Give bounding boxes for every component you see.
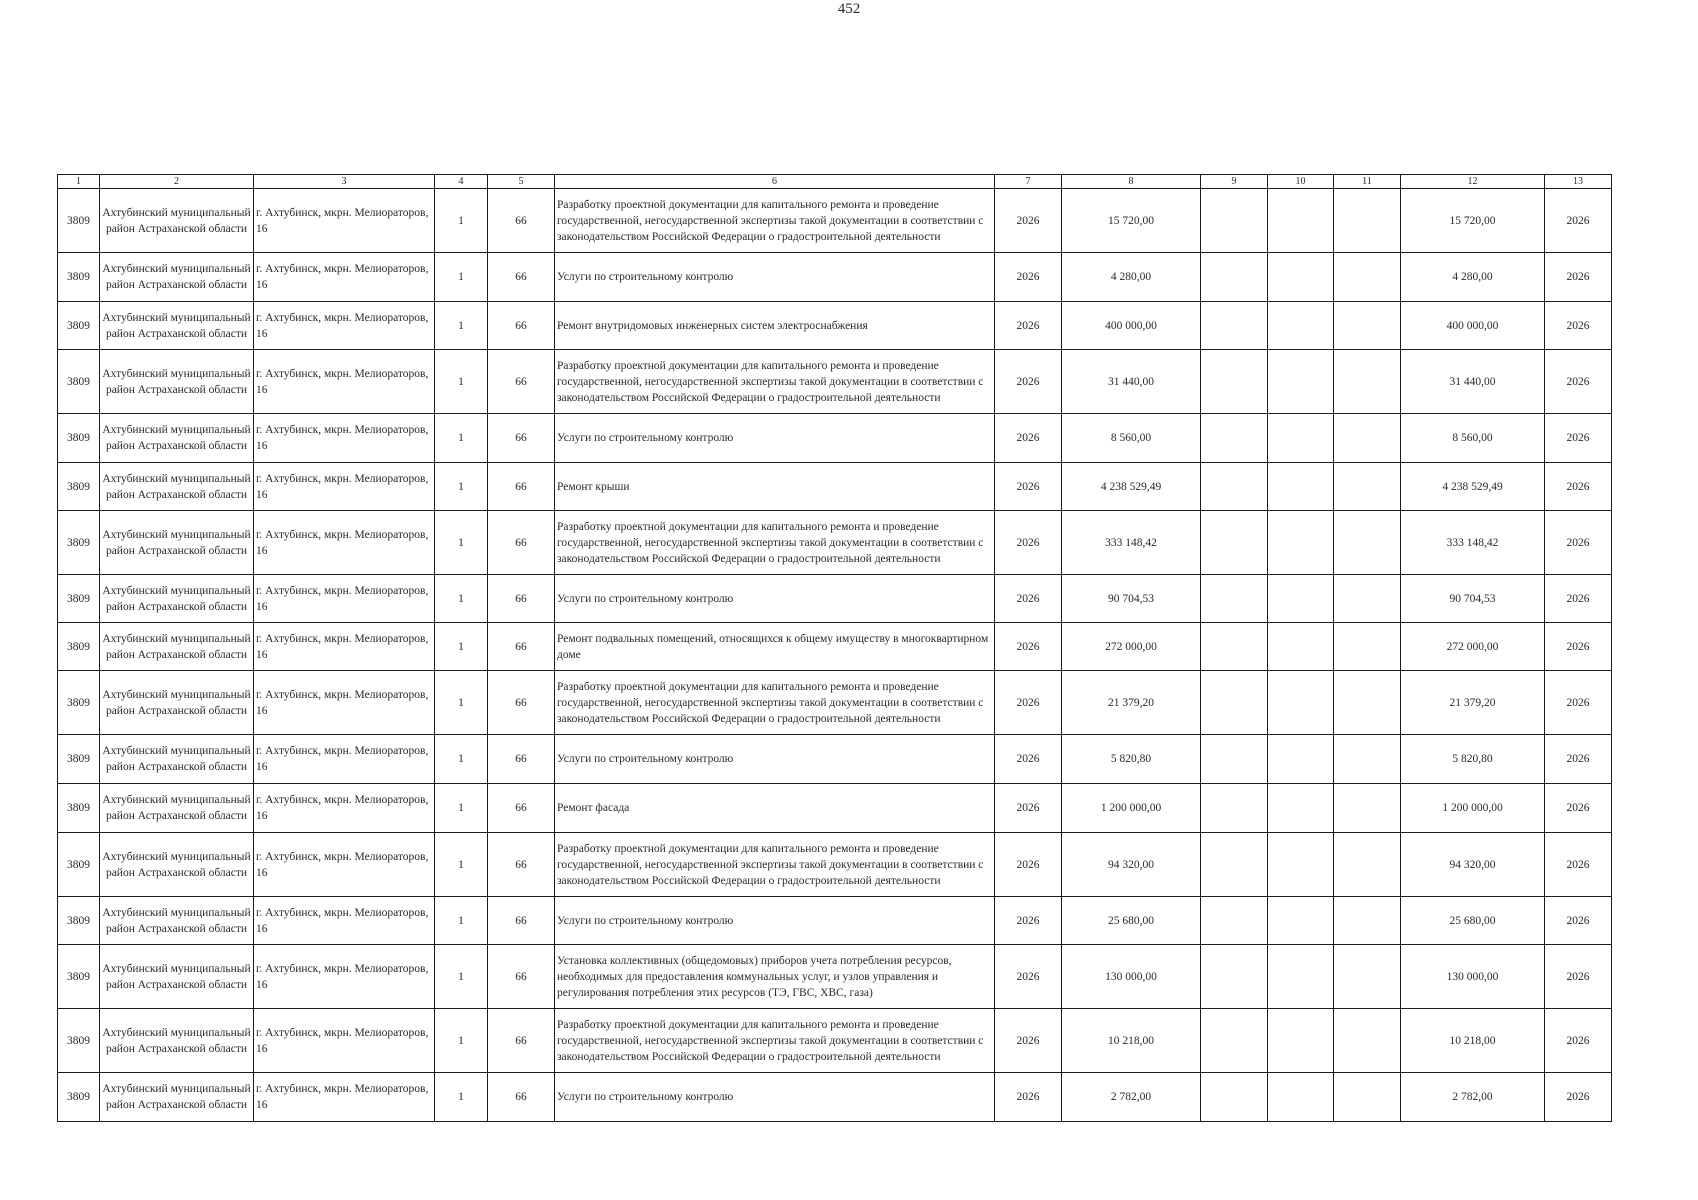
end-year-cell: 2026 [1545,302,1612,350]
work-description: Ремонт внутридомовых инженерных систем электроснабжения [555,302,995,350]
year-cell: 2026 [995,735,1062,784]
col5-cell: 66 [488,897,555,945]
address-cell: г. Ахтубинск, мкрн. Мелиораторов, 16 [254,350,435,414]
work-description: Услуги по строительному контролю [555,414,995,463]
col9-cell [1201,253,1268,302]
work-description: Разработку проектной документации для капитального ремонта и проведение государственной, негосударственной экспертизы такой документации в соответствии с законодательством Российской Федерации о градостроительной деятельности [555,671,995,735]
cost-cell: 15 720,00 [1062,189,1201,253]
col4-cell: 1 [435,784,488,833]
end-year-cell: 2026 [1545,1009,1612,1073]
col5-cell: 66 [488,414,555,463]
col10-cell [1268,1009,1334,1073]
end-year-cell: 2026 [1545,833,1612,897]
col11-cell [1334,1009,1401,1073]
year-cell: 2026 [995,897,1062,945]
column-header: 13 [1545,175,1612,189]
col4-cell: 1 [435,623,488,671]
col9-cell [1201,463,1268,511]
total-cell: 15 720,00 [1401,189,1545,253]
col11-cell [1334,575,1401,623]
work-description: Услуги по строительному контролю [555,735,995,784]
total-cell: 400 000,00 [1401,302,1545,350]
work-description: Разработку проектной документации для капитального ремонта и проведение государственной, негосударственной экспертизы такой документации в соответствии с законодательством Российской Федерации о градостроительной деятельности [555,189,995,253]
col9-cell [1201,189,1268,253]
cost-cell: 90 704,53 [1062,575,1201,623]
cost-cell: 333 148,42 [1062,511,1201,575]
col9-cell [1201,1073,1268,1122]
row-id: 3809 [58,833,100,897]
cost-cell: 31 440,00 [1062,350,1201,414]
col4-cell: 1 [435,302,488,350]
address-cell: г. Ахтубинск, мкрн. Мелиораторов, 16 [254,1073,435,1122]
work-description: Услуги по строительному контролю [555,575,995,623]
total-cell: 5 820,80 [1401,735,1545,784]
col10-cell [1268,735,1334,784]
col9-cell [1201,511,1268,575]
column-header: 8 [1062,175,1201,189]
cost-cell: 10 218,00 [1062,1009,1201,1073]
work-description: Ремонт крыши [555,463,995,511]
address-cell: г. Ахтубинск, мкрн. Мелиораторов, 16 [254,302,435,350]
table-row [58,253,1612,302]
row-id: 3809 [58,1009,100,1073]
col10-cell [1268,897,1334,945]
total-cell: 333 148,42 [1401,511,1545,575]
year-cell: 2026 [995,945,1062,1009]
municipality-cell: Ахтубинский муниципальный район Астраханской области [100,735,254,784]
total-cell: 4 238 529,49 [1401,463,1545,511]
page-number: 452 [837,1,861,17]
work-description: Разработку проектной документации для капитального ремонта и проведение государственной, негосударственной экспертизы такой документации в соответствии с законодательством Российской Федерации о градостроительной деятельности [555,350,995,414]
table-row [58,784,1612,833]
address-cell: г. Ахтубинск, мкрн. Мелиораторов, 16 [254,189,435,253]
cost-cell: 4 238 529,49 [1062,463,1201,511]
table-row [58,1073,1612,1122]
column-header: 12 [1401,175,1545,189]
cost-cell: 8 560,00 [1062,414,1201,463]
row-id: 3809 [58,671,100,735]
municipality-cell: Ахтубинский муниципальный район Астраханской области [100,350,254,414]
col5-cell: 66 [488,623,555,671]
column-header: 11 [1334,175,1401,189]
col5-cell: 66 [488,833,555,897]
municipality-cell: Ахтубинский муниципальный район Астраханской области [100,414,254,463]
row-id: 3809 [58,784,100,833]
col10-cell [1268,784,1334,833]
end-year-cell: 2026 [1545,511,1612,575]
address-cell: г. Ахтубинск, мкрн. Мелиораторов, 16 [254,671,435,735]
municipality-cell: Ахтубинский муниципальный район Астраханской области [100,671,254,735]
col5-cell: 66 [488,671,555,735]
col4-cell: 1 [435,945,488,1009]
table-row [58,302,1612,350]
row-id: 3809 [58,414,100,463]
col11-cell [1334,784,1401,833]
end-year-cell: 2026 [1545,735,1612,784]
end-year-cell: 2026 [1545,671,1612,735]
cost-cell: 5 820,80 [1062,735,1201,784]
col5-cell: 66 [488,253,555,302]
col5-cell: 66 [488,784,555,833]
row-id: 3809 [58,253,100,302]
col9-cell [1201,302,1268,350]
municipality-cell: Ахтубинский муниципальный район Астраханской области [100,511,254,575]
address-cell: г. Ахтубинск, мкрн. Мелиораторов, 16 [254,833,435,897]
row-id: 3809 [58,623,100,671]
col5-cell: 66 [488,735,555,784]
row-id: 3809 [58,575,100,623]
col9-cell [1201,671,1268,735]
col4-cell: 1 [435,833,488,897]
col11-cell [1334,463,1401,511]
total-cell: 31 440,00 [1401,350,1545,414]
col10-cell [1268,945,1334,1009]
table-row [58,735,1612,784]
col10-cell [1268,463,1334,511]
address-cell: г. Ахтубинск, мкрн. Мелиораторов, 16 [254,945,435,1009]
col10-cell [1268,623,1334,671]
col5-cell: 66 [488,1073,555,1122]
table-row [58,463,1612,511]
table-row [58,623,1612,671]
municipality-cell: Ахтубинский муниципальный район Астраханской области [100,945,254,1009]
year-cell: 2026 [995,575,1062,623]
column-header: 3 [254,175,435,189]
col10-cell [1268,350,1334,414]
work-description: Установка коллективных (общедомовых) приборов учета потребления ресурсов, необходимых для предоставления коммунальных услуг, и узлов управления и регулирования потребления этих ресурсов (ТЭ, ГВС, ХВС, газа) [555,945,995,1009]
table-row [58,945,1612,1009]
end-year-cell: 2026 [1545,945,1612,1009]
municipality-cell: Ахтубинский муниципальный район Астраханской области [100,1009,254,1073]
cost-cell: 94 320,00 [1062,833,1201,897]
row-id: 3809 [58,302,100,350]
col9-cell [1201,735,1268,784]
col5-cell: 66 [488,463,555,511]
total-cell: 130 000,00 [1401,945,1545,1009]
cost-cell: 1 200 000,00 [1062,784,1201,833]
row-id: 3809 [58,897,100,945]
col9-cell [1201,897,1268,945]
cost-cell: 25 680,00 [1062,897,1201,945]
total-cell: 1 200 000,00 [1401,784,1545,833]
total-cell: 8 560,00 [1401,414,1545,463]
work-description: Ремонт фасада [555,784,995,833]
col4-cell: 1 [435,511,488,575]
total-cell: 21 379,20 [1401,671,1545,735]
work-description: Разработку проектной документации для капитального ремонта и проведение государственной, негосударственной экспертизы такой документации в соответствии с законодательством Российской Федерации о градостроительной деятельности [555,833,995,897]
col9-cell [1201,945,1268,1009]
column-header: 9 [1201,175,1268,189]
col11-cell [1334,735,1401,784]
end-year-cell: 2026 [1545,623,1612,671]
col5-cell: 66 [488,511,555,575]
register-table [57,174,1612,1122]
municipality-cell: Ахтубинский муниципальный район Астраханской области [100,302,254,350]
row-id: 3809 [58,463,100,511]
end-year-cell: 2026 [1545,414,1612,463]
municipality-cell: Ахтубинский муниципальный район Астраханской области [100,1073,254,1122]
table-row [58,350,1612,414]
year-cell: 2026 [995,623,1062,671]
col10-cell [1268,414,1334,463]
address-cell: г. Ахтубинск, мкрн. Мелиораторов, 16 [254,735,435,784]
column-header: 6 [555,175,995,189]
cost-cell: 130 000,00 [1062,945,1201,1009]
end-year-cell: 2026 [1545,189,1612,253]
work-description: Услуги по строительному контролю [555,1073,995,1122]
address-cell: г. Ахтубинск, мкрн. Мелиораторов, 16 [254,511,435,575]
col4-cell: 1 [435,575,488,623]
total-cell: 25 680,00 [1401,897,1545,945]
col11-cell [1334,945,1401,1009]
cost-cell: 2 782,00 [1062,1073,1201,1122]
table-row [58,671,1612,735]
col9-cell [1201,1009,1268,1073]
row-id: 3809 [58,511,100,575]
col4-cell: 1 [435,463,488,511]
col11-cell [1334,833,1401,897]
col9-cell [1201,575,1268,623]
municipality-cell: Ахтубинский муниципальный район Астраханской области [100,189,254,253]
address-cell: г. Ахтубинск, мкрн. Мелиораторов, 16 [254,575,435,623]
year-cell: 2026 [995,302,1062,350]
col9-cell [1201,833,1268,897]
municipality-cell: Ахтубинский муниципальный район Астраханской области [100,897,254,945]
table-row [58,414,1612,463]
col11-cell [1334,253,1401,302]
col10-cell [1268,302,1334,350]
col4-cell: 1 [435,189,488,253]
municipality-cell: Ахтубинский муниципальный район Астраханской области [100,575,254,623]
year-cell: 2026 [995,463,1062,511]
col11-cell [1334,302,1401,350]
total-cell: 272 000,00 [1401,623,1545,671]
cost-cell: 21 379,20 [1062,671,1201,735]
col4-cell: 1 [435,671,488,735]
end-year-cell: 2026 [1545,350,1612,414]
row-id: 3809 [58,735,100,784]
year-cell: 2026 [995,784,1062,833]
table-row [58,189,1612,253]
year-cell: 2026 [995,671,1062,735]
end-year-cell: 2026 [1545,253,1612,302]
col9-cell [1201,350,1268,414]
cost-cell: 4 280,00 [1062,253,1201,302]
work-description: Разработку проектной документации для капитального ремонта и проведение государственной, негосударственной экспертизы такой документации в соответствии с законодательством Российской Федерации о градостроительной деятельности [555,1009,995,1073]
total-cell: 2 782,00 [1401,1073,1545,1122]
total-cell: 94 320,00 [1401,833,1545,897]
column-header: 5 [488,175,555,189]
work-description: Ремонт подвальных помещений, относящихся к общему имуществу в многоквартирном доме [555,623,995,671]
address-cell: г. Ахтубинск, мкрн. Мелиораторов, 16 [254,897,435,945]
col4-cell: 1 [435,735,488,784]
end-year-cell: 2026 [1545,575,1612,623]
col11-cell [1334,897,1401,945]
address-cell: г. Ахтубинск, мкрн. Мелиораторов, 16 [254,1009,435,1073]
col11-cell [1334,1073,1401,1122]
column-header: 7 [995,175,1062,189]
col10-cell [1268,671,1334,735]
col4-cell: 1 [435,350,488,414]
col9-cell [1201,784,1268,833]
municipality-cell: Ахтубинский муниципальный район Астраханской области [100,253,254,302]
col10-cell [1268,189,1334,253]
year-cell: 2026 [995,253,1062,302]
col9-cell [1201,414,1268,463]
col5-cell: 66 [488,189,555,253]
year-cell: 2026 [995,511,1062,575]
address-cell: г. Ахтубинск, мкрн. Мелиораторов, 16 [254,414,435,463]
col11-cell [1334,623,1401,671]
column-header: 2 [100,175,254,189]
column-header: 1 [58,175,100,189]
municipality-cell: Ахтубинский муниципальный район Астраханской области [100,833,254,897]
col10-cell [1268,1073,1334,1122]
table-row [58,1009,1612,1073]
municipality-cell: Ахтубинский муниципальный район Астраханской области [100,623,254,671]
col10-cell [1268,253,1334,302]
work-description: Услуги по строительному контролю [555,897,995,945]
col11-cell [1334,350,1401,414]
year-cell: 2026 [995,1073,1062,1122]
col11-cell [1334,671,1401,735]
row-id: 3809 [58,945,100,1009]
end-year-cell: 2026 [1545,1073,1612,1122]
address-cell: г. Ахтубинск, мкрн. Мелиораторов, 16 [254,463,435,511]
col11-cell [1334,511,1401,575]
total-cell: 10 218,00 [1401,1009,1545,1073]
year-cell: 2026 [995,414,1062,463]
row-id: 3809 [58,1073,100,1122]
column-header: 10 [1268,175,1334,189]
municipality-cell: Ахтубинский муниципальный район Астраханской области [100,784,254,833]
year-cell: 2026 [995,189,1062,253]
total-cell: 90 704,53 [1401,575,1545,623]
row-id: 3809 [58,189,100,253]
col5-cell: 66 [488,575,555,623]
end-year-cell: 2026 [1545,784,1612,833]
col4-cell: 1 [435,1009,488,1073]
col5-cell: 66 [488,302,555,350]
end-year-cell: 2026 [1545,463,1612,511]
table-row [58,511,1612,575]
col5-cell: 66 [488,945,555,1009]
col10-cell [1268,575,1334,623]
cost-cell: 272 000,00 [1062,623,1201,671]
table-row [58,833,1612,897]
column-number-row [58,175,1612,189]
work-description: Разработку проектной документации для капитального ремонта и проведение государственной, негосударственной экспертизы такой документации в соответствии с законодательством Российской Федерации о градостроительной деятельности [555,511,995,575]
year-cell: 2026 [995,1009,1062,1073]
col10-cell [1268,511,1334,575]
cost-cell: 400 000,00 [1062,302,1201,350]
column-header: 4 [435,175,488,189]
total-cell: 4 280,00 [1401,253,1545,302]
municipality-cell: Ахтубинский муниципальный район Астраханской области [100,463,254,511]
col5-cell: 66 [488,350,555,414]
col4-cell: 1 [435,414,488,463]
col11-cell [1334,414,1401,463]
year-cell: 2026 [995,350,1062,414]
table-row [58,897,1612,945]
end-year-cell: 2026 [1545,897,1612,945]
row-id: 3809 [58,350,100,414]
address-cell: г. Ахтубинск, мкрн. Мелиораторов, 16 [254,784,435,833]
col10-cell [1268,833,1334,897]
col11-cell [1334,189,1401,253]
col4-cell: 1 [435,1073,488,1122]
year-cell: 2026 [995,833,1062,897]
col9-cell [1201,623,1268,671]
table-row [58,575,1612,623]
address-cell: г. Ахтубинск, мкрн. Мелиораторов, 16 [254,623,435,671]
address-cell: г. Ахтубинск, мкрн. Мелиораторов, 16 [254,253,435,302]
work-description: Услуги по строительному контролю [555,253,995,302]
col4-cell: 1 [435,253,488,302]
col4-cell: 1 [435,897,488,945]
table-body [58,189,1612,1122]
col5-cell: 66 [488,1009,555,1073]
